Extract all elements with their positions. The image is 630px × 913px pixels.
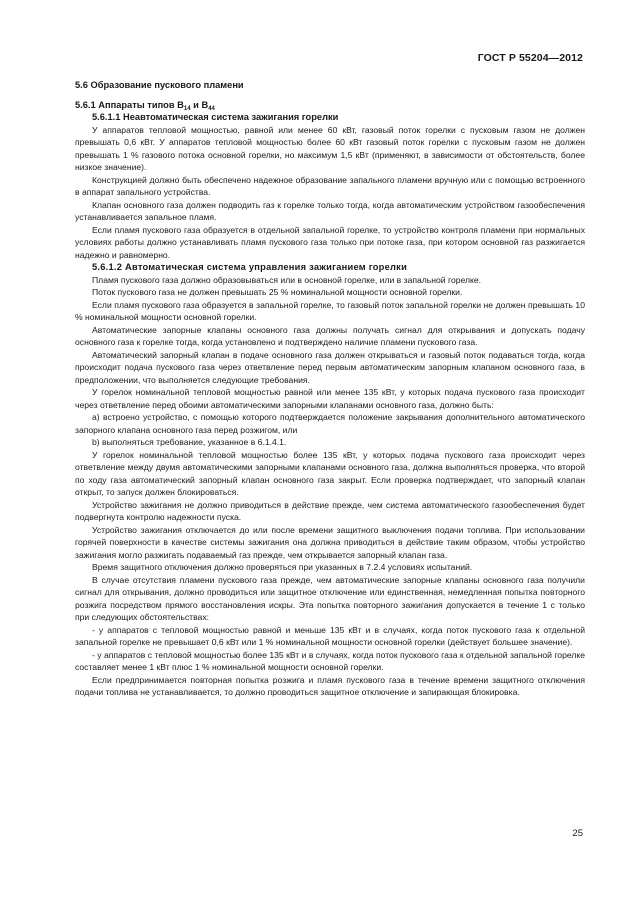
paragraph: Конструкцией должно быть обеспечено надежное образование запального пламени вручную или с помощью встроенного в аппарат запального устройства.	[75, 174, 585, 197]
paragraph: Клапан основного газа должен подводить газ к горелке только тогда, когда автоматическим устройством газообеспечения устанавливается запальное пламя.	[75, 199, 585, 222]
section-heading-5-6-1-2: 5.6.1.2 Автоматическая система управления зажиганием горелки	[92, 262, 408, 272]
paragraph: У аппаратов тепловой мощностью, равной или менее 60 кВт, газовый поток горелки с пусковым газом не должен превышать 0,6 кВт. У аппаратов тепловой мощностью более 60 кВт газовый поток горелки с пусковым газом не должен превышать 1 % газового потока основной горелки, но максимум 1,5 кВт (применяют, в зависимости от обстоятельств, более низкое значение).	[75, 124, 585, 172]
paragraph: Пламя пускового газа должно образовываться или в основной горелке, или в запальной горелке.	[92, 274, 482, 285]
section-heading-5-6-1-1: 5.6.1.1 Неавтоматическая система зажигания горелки	[92, 112, 339, 122]
list-item: - у аппаратов с тепловой мощностью более 135 кВт и в случаях, когда поток пускового газа к отдельной запальной горелке составляет менее 1 кВт плюс 1 % номинальной мощности основной горелки.	[75, 649, 585, 672]
paragraphs-5-6-1-2	[75, 274, 585, 699]
list-item: - у аппаратов с тепловой мощностью равной и меньше 135 кВт и в случаях, когда поток пускового газа к отдельной запальной горелке не превышает 0,6 кВт или 1 % номинальной мощности основной горелки (действует большее значение).	[75, 624, 585, 647]
paragraph: У горелок номинальной тепловой мощностью равной или менее 135 кВт, у которых подача пускового газа происходит через ответвление перед обоими автоматическими запорными клапанами основного газа, должно быть:	[75, 387, 585, 410]
paragraph: Время защитного отключения должно проверяться при указанных в 7.2.4 условиях испытаний.	[92, 562, 473, 572]
paragraph: Автоматический запорный клапан в подаче основного газа должен открываться и газовый поток подаваться тогда, когда происходит подача пускового газа через ответвление перед первым автоматическим запорным клапаном основного газа, в предположении, что выполняется следующие требования.	[75, 349, 585, 385]
paragraph: Устройство зажигания не должно приводиться в действие прежде, чем система автоматического газообеспечения будет подвергнута контролю надежности пуска.	[75, 499, 585, 522]
page-number: 25	[572, 828, 583, 839]
paragraph: Если пламя пускового газа образуется в отдельной запальной горелке, то устройство контроля пламени при нормальных условиях работы должно устанавливать пламя пускового газа только при потоке газа, при котором основной газ разжигается надежно и равномерно.	[75, 224, 585, 260]
section-heading-5-6: 5.6 Образование пускового пламени	[75, 80, 244, 90]
paragraph: Если предпринимается повторная попытка розжига и пламя пускового газа в течение времени защитного отключения подачи топлива не устанавливается, то должно проводиться защитное отключение и запирающая блокировка.	[75, 674, 585, 697]
paragraph: Поток пускового газа не должен превышать 25 % номинальной мощности основной горелки.	[92, 287, 463, 297]
paragraph: Устройство зажигания отключается до или после времени защитного выключения подачи топлива. При использовании горячей поверхности в качестве системы зажигания она должна приводиться в действие таким образом, чтобы устройство зажигания могло разжигать подаваемый газ прежде, чем открывается запорный клапан газа.	[75, 524, 585, 560]
paragraph: Автоматические запорные клапаны основного газа должны получать сигнал для открывания и допускать подачу основного газа к горелке тогда, когда установлено и подтверждено наличие пламени пускового газа.	[75, 324, 585, 347]
paragraph: У горелок номинальной тепловой мощностью более 135 кВт, у которых подача пускового газа происходит через ответвление между двумя автоматическими запорными клапанами основного газа, должна выполняться проверка, что второй по ходу газа автоматический запорный клапан основного газа закрыт. Если проверка подтверждает, что запорный клапан открыт, то запуск должен блокироваться.	[75, 449, 585, 497]
list-item: а) встроено устройство, с помощью которого подтверждается положение закрывания дополнительного автоматического запорного клапана основного газа перед розжигом, или	[75, 412, 585, 435]
paragraphs-5-6-1-1	[75, 124, 585, 262]
document-body	[75, 79, 585, 699]
list-item: b) выполняться требование, указанное в 6.1.4.1.	[92, 437, 287, 447]
section-heading-5-6-1: 5.6.1 Аппараты типов $В_{14}$ и $В_{44}$	[75, 99, 215, 112]
paragraph: Если пламя пускового газа образуется в запальной горелке, то газовый поток запальной горелки не должен превышать 10 % номинальной мощности основной горелки.	[75, 299, 585, 322]
document-standard-header: ГОСТ Р 55204—2012	[477, 52, 583, 64]
paragraph: В случае отсутствия пламени пускового газа прежде, чем автоматические запорные клапаны основного газа получили сигнал для открывания, должно проводиться или защитное отключение или единственная, немедленная попытка повторного розжига посредством прямого восстановления искры. Эта попытка повторного зажигания допускается в течение 1 с только при следующих обстоятельствах:	[75, 574, 585, 622]
